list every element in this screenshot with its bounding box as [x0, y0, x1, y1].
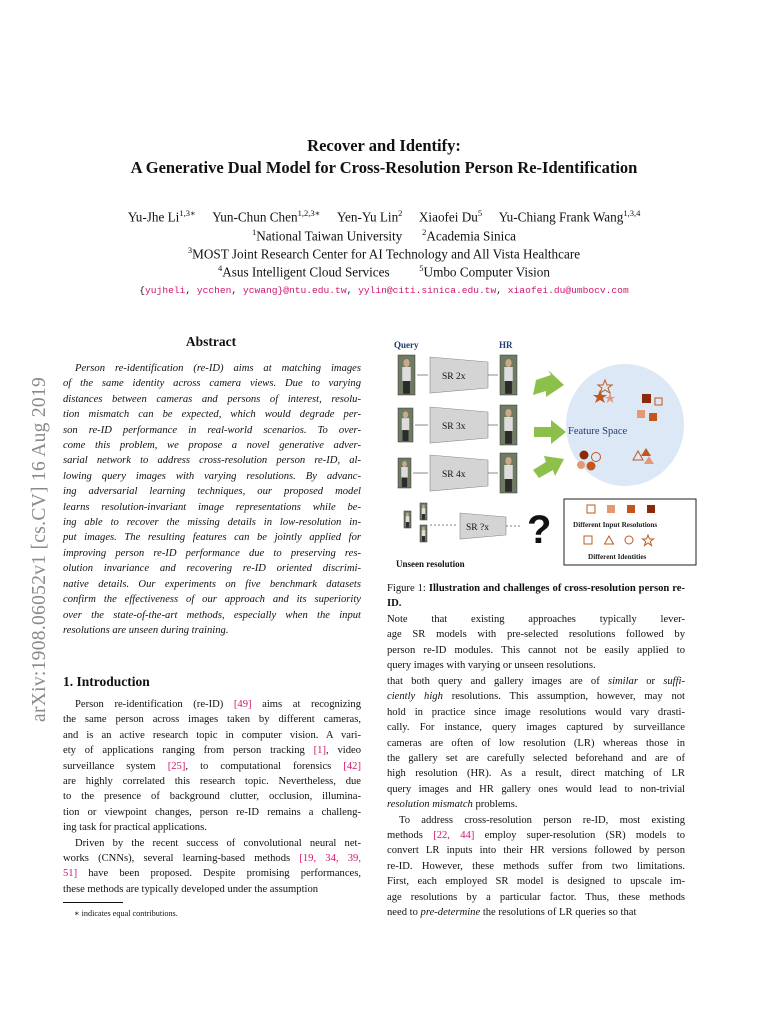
text-line: Note that existing approaches typically lever- [387, 613, 685, 625]
text-span: the resolutions of LR queries so that [480, 907, 637, 919]
paper-title-line1: Recover and Identify: [307, 136, 461, 155]
legend-identities-label: Different Identities [588, 553, 647, 561]
sr-module-label: SR 4x [442, 470, 466, 480]
text-line: son re-ID performance in real-world scenarios. To over- [63, 424, 361, 436]
caption-bold: Illustration and challenges of cross-resolution person re-ID. [387, 583, 685, 610]
caption-label: Figure 1: [387, 583, 429, 594]
text-span: convert LR inputs into their HR versions followed by person [387, 845, 685, 857]
text-line: resolutions are unseen during training. [63, 624, 229, 636]
circle-icon [587, 462, 596, 471]
feature-space-label: Feature Space [568, 426, 628, 437]
person-head [403, 411, 408, 418]
arxiv-stamp-text: arXiv:1908.06052v1 [cs.CV] 16 Aug 2019 [29, 376, 50, 722]
person-head [505, 409, 511, 417]
text-line [387, 720, 685, 735]
square-icon [647, 505, 655, 513]
person-torso [402, 367, 411, 381]
sr-module-label: SR 2x [442, 372, 466, 382]
person-torso [504, 465, 513, 479]
text-span: First, each employed SR model is designed to upscale im- [387, 876, 685, 888]
text-span: and is an active research topic in computer vision. A vari- [63, 729, 361, 741]
right-column-body [387, 674, 685, 921]
person-head [403, 359, 409, 367]
text-span: hold in practice since image resolutions would vary drasti- [387, 706, 685, 718]
green-arrow-icon [533, 370, 564, 397]
citation-link[interactable]: [19, 34, 39, [299, 853, 361, 865]
square-icon [627, 505, 635, 513]
figure-1 [388, 335, 700, 575]
affiliation: Academia Sinica [426, 228, 517, 244]
text-span: ing task for practical applications. [63, 822, 207, 834]
sr-module-label: SR 3x [442, 422, 466, 432]
text-line: learns resolution-invariant image representations while be- [63, 501, 361, 513]
hr-label: HR [499, 340, 513, 350]
citation-link[interactable]: [49] [233, 699, 252, 710]
text-line: native details. Our experiments on five benchmark datasets [63, 578, 361, 590]
text-line [63, 820, 361, 835]
footnote: ∗ indicates equal contributions. [74, 909, 178, 918]
text-line [387, 813, 685, 828]
text-span: surveillance system [63, 760, 168, 772]
citation-link[interactable]: [25] [167, 760, 186, 772]
figure-caption [387, 581, 685, 673]
email-sep: , [185, 285, 197, 296]
text-span: problems. [472, 799, 518, 811]
text-line: over the state-of-the-art methods, especially when the input [63, 609, 361, 621]
person-legs [403, 430, 409, 441]
text-span: tion or viewpoint changes, person re-ID remains a challeng- [63, 806, 361, 818]
text-span: age resolutions by a particular factor. Thus, these methods [387, 891, 685, 903]
text-line: Person re-identification (re-ID) aims at matching images [75, 363, 361, 374]
person-torso [401, 467, 408, 478]
text-span: To address cross-resolution person re-ID, most existing [399, 814, 685, 826]
author-affil: 5 [477, 208, 483, 218]
square-icon [637, 410, 645, 418]
abstract-heading: Abstract [185, 334, 237, 349]
arxiv-stamp [22, 260, 52, 730]
person-head [422, 505, 425, 508]
emphasis: pre-determine [420, 907, 481, 919]
text-span: the same person across images taken by different cameras, [63, 714, 361, 726]
text-line [387, 689, 685, 704]
text-line [63, 728, 361, 743]
text-line: olution invariance and recovering re-ID oriented discrimi- [63, 563, 361, 575]
author-list [0, 208, 768, 225]
citation-link[interactable]: 51] [63, 868, 78, 880]
unseen-label: Unseen resolution [396, 559, 465, 569]
text-span: that both query and gallery images are of [387, 676, 608, 687]
query-label: Query [394, 340, 419, 350]
text-span: , video [325, 745, 361, 757]
text-span: have been proposed. Despite promising performances, [77, 868, 361, 880]
text-line: of the same identity across camera views. Due to varying [63, 378, 361, 390]
text-span: employ super-resolution (SR) models to [474, 830, 685, 842]
footnote-rule [63, 902, 123, 903]
author-name: Yun-Chun Chen [212, 209, 298, 225]
text-line [63, 851, 361, 866]
emphasis: ciently high [387, 691, 443, 703]
text-line: put images. The resulting features can be jointly applied for [63, 532, 361, 544]
affiliation-line-3: $^4$Asus Intelligent Cloud Services $^5$Umbo Computer Vision [217, 263, 550, 280]
person-head [505, 457, 511, 465]
text-line [387, 905, 685, 920]
text-line: lowing query images with varying resolutions. By advanc- [63, 470, 361, 482]
text-line [63, 866, 361, 881]
text-span: aims at recognizing [251, 699, 361, 710]
text-line [63, 712, 361, 727]
person-legs [402, 478, 407, 488]
text-line: ing able to recover the missing details in low-resolution in- [63, 517, 361, 529]
square-icon [607, 505, 615, 513]
affiliation: Umbo Computer Vision [423, 264, 550, 280]
text-span: re-ID. However, these methods suffer from two limitations. [387, 860, 685, 872]
author-name: Yu-Jhe Li [127, 209, 180, 225]
text-span: cameras are often of low resolution (LR) whereas those in [387, 737, 685, 749]
text-span: , to computational forensics [185, 760, 344, 772]
email-link[interactable]: yylin@citi.sinica.edu.tw [358, 285, 497, 296]
email-sep: , [496, 285, 508, 296]
person-legs [422, 514, 425, 519]
text-line: age SR models with pre-selected resolutions followed by [387, 629, 685, 641]
emphasis: suffi- [663, 676, 685, 687]
person-torso [504, 367, 513, 381]
intro-body [63, 697, 361, 897]
citation-link[interactable]: [22, 44] [433, 830, 475, 842]
person-legs [505, 381, 512, 394]
author-name: Yen-Yu Lin [336, 209, 399, 225]
square-icon [649, 413, 657, 421]
text-line: improving person re-ID performance due to preserving res- [63, 547, 361, 559]
person-legs [406, 522, 409, 527]
circle-icon [577, 461, 585, 469]
author-emails [0, 285, 768, 296]
text-span: these methods are typically developed under the assumption [63, 883, 319, 895]
affiliation-line-2: $^3$MOST Joint Research Center for AI Technology and All Vista Healthcare [187, 245, 581, 262]
text-line [63, 759, 361, 774]
text-line [387, 782, 685, 797]
email-link[interactable]: ycchen [196, 285, 232, 296]
person-legs [505, 431, 512, 444]
text-span: the gallery set are carefully selected beforehand and are of [387, 753, 685, 765]
text-span: are highly correlated this research topic. Nevertheless, due [63, 776, 361, 788]
text-line [387, 859, 685, 874]
text-line [63, 836, 361, 851]
text-line [387, 766, 685, 781]
person-head [422, 527, 425, 530]
text-span: Driven by the recent success of convolutional neural net- [75, 837, 361, 849]
text-line: query images with varying or unseen resolutions. [387, 660, 596, 672]
text-line [387, 751, 685, 766]
email-brace: { [139, 285, 146, 296]
text-line: person re-ID modules. This cannot not be easily applied to [387, 644, 685, 656]
text-line: come this problem, we propose a novel generative adver- [63, 440, 361, 452]
text-span: high resolution (HR). As a result, direct matching of LR [387, 768, 685, 780]
person-torso [504, 417, 513, 431]
text-line: confirm the effectiveness of our approach and its superiority [63, 594, 361, 606]
emphasis: similar [607, 676, 638, 687]
email-link[interactable]: yujheli [145, 285, 186, 296]
citation-link[interactable]: [1] [313, 745, 326, 757]
text-span: ety of applications ranging from person tracking [63, 745, 314, 757]
email-link[interactable]: xiaofei.du@umbocv.com [507, 285, 629, 296]
text-line [63, 743, 361, 758]
text-line [387, 797, 685, 812]
text-line [63, 805, 361, 820]
author-affil: 2 [398, 208, 403, 218]
email-link[interactable]: ycwang [242, 285, 278, 296]
text-span: cally. For instance, query images captured by surveillance [387, 722, 685, 734]
text-span: to the presence of background clutter, occlusion, illumina- [63, 791, 361, 803]
text-line [387, 736, 685, 751]
affiliation: Asus Intelligent Cloud Services [222, 264, 390, 280]
abstract-body [63, 361, 361, 638]
author-name: Xiaofei Du [418, 209, 478, 225]
text-line: tion mismatch can be expected, which would degrade per- [63, 409, 361, 421]
affiliation: MOST Joint Research Center for AI Technology and All Vista Healthcare [192, 246, 581, 262]
author-affil: 1,2,3∗ [297, 208, 321, 218]
text-line: ing adversarial learning techniques, our proposed model [63, 486, 361, 498]
person-torso [402, 418, 410, 430]
text-span: or [637, 676, 664, 687]
text-line [387, 674, 685, 689]
text-span: Person re-identification (re-ID) [75, 699, 234, 710]
question-mark: ? [527, 508, 552, 552]
green-arrow-icon [533, 456, 564, 478]
text-span: works (CNNs), several learning-based methods [63, 853, 300, 865]
person-head [402, 461, 407, 467]
text-span: query images and HR gallery ones would lead to non-trivial [387, 783, 685, 795]
text-line [63, 789, 361, 804]
email-domain[interactable]: }@ntu.edu.tw [277, 285, 347, 296]
citation-link[interactable]: [42] [343, 760, 362, 772]
sr-module-label: SR ?x [466, 523, 489, 533]
person-legs [403, 381, 410, 394]
intro-heading: 1. Introduction [63, 674, 150, 689]
person-legs [422, 536, 425, 541]
circle-icon [580, 451, 589, 460]
text-span: resolutions. This assumption, however, may not [442, 691, 685, 703]
person-torso [422, 508, 426, 514]
person-head [505, 359, 511, 367]
green-arrows [533, 370, 566, 478]
person-legs [505, 479, 512, 492]
legend-resolutions-label: Different Input Resolutions [573, 521, 658, 529]
paper-title-line2: A Generative Dual Model for Cross-Resolution Person Re-Identification [130, 158, 638, 177]
email-sep: , [231, 285, 243, 296]
author-affil: 1,3∗ [179, 208, 196, 218]
text-line [387, 843, 685, 858]
text-line [387, 705, 685, 720]
text-line [63, 774, 361, 789]
text-line: distances between cameras and persons of interest, resolu- [63, 393, 361, 405]
green-arrow-icon [534, 420, 566, 444]
affiliation-line-1: $^1$National Taiwan University $^2$Academia Sinica [251, 227, 517, 244]
person-head [406, 513, 409, 516]
emphasis: resolution mismatch [387, 799, 473, 811]
text-line [63, 882, 361, 897]
text-line [63, 697, 361, 712]
author-name: Yu-Chiang Frank Wang [498, 209, 624, 225]
text-span: methods [387, 830, 434, 842]
person-torso [422, 530, 426, 536]
affiliation: National Taiwan University [256, 228, 403, 244]
author-affil: 1,3,4 [623, 208, 641, 218]
text-span: need to [387, 907, 421, 919]
text-line [387, 828, 685, 843]
text-line [387, 874, 685, 889]
square-icon [642, 394, 651, 403]
text-line: sarial network to address cross-resolution person re-ID, al- [63, 455, 361, 467]
person-torso [406, 516, 410, 522]
text-line [387, 890, 685, 905]
email-sep: , [346, 285, 359, 296]
